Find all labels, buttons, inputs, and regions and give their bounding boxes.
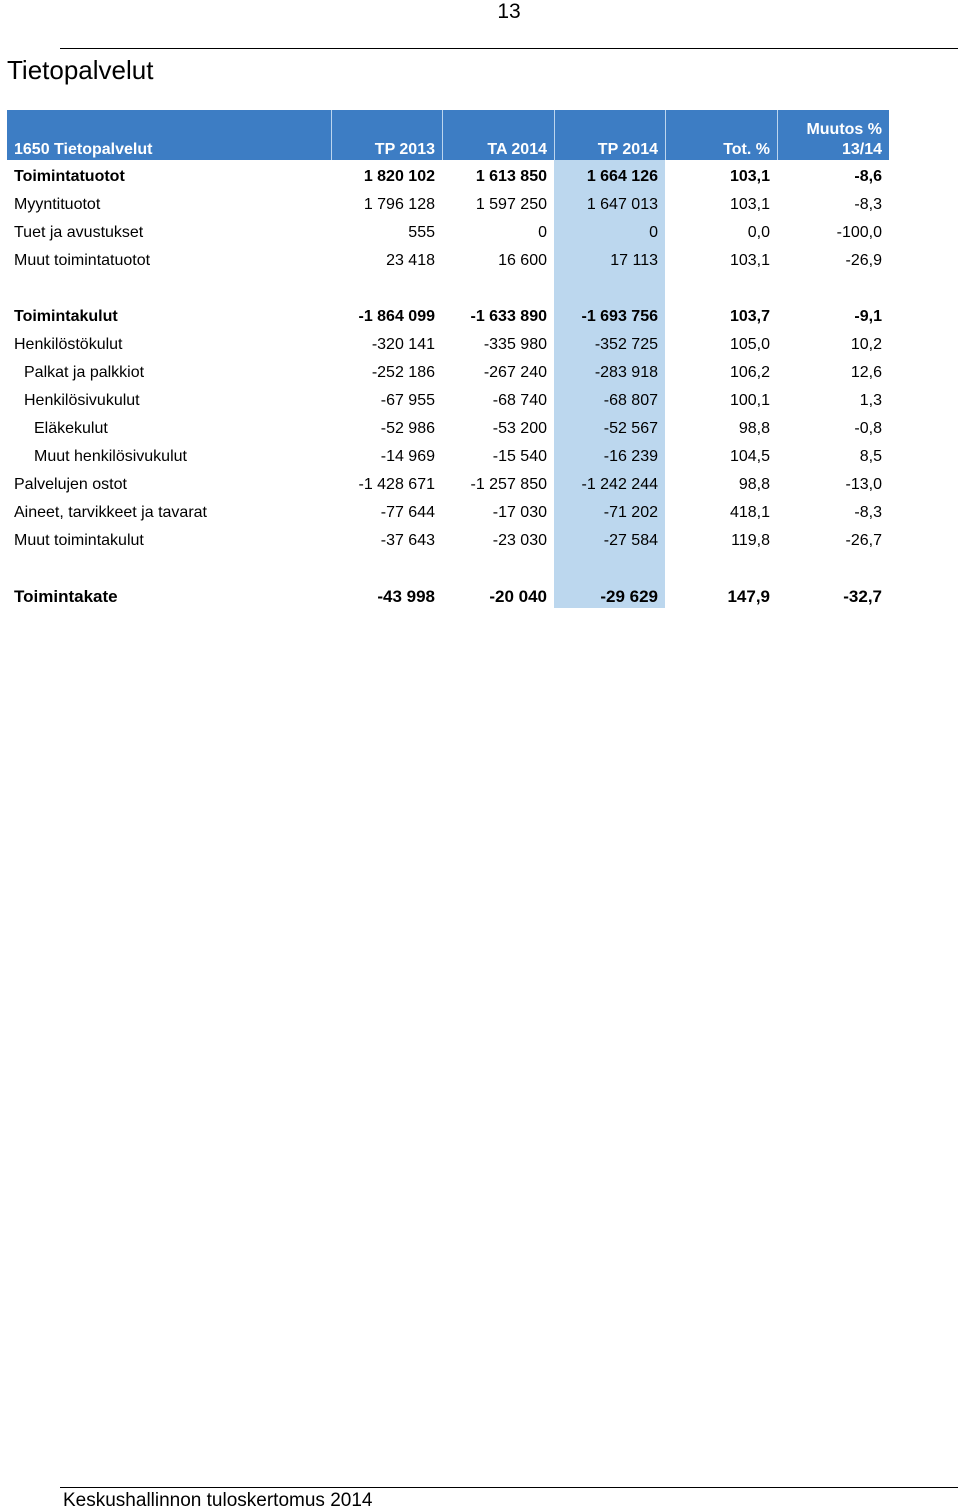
cell-value: -15 540 xyxy=(492,448,547,465)
cell-value: -20 040 xyxy=(489,587,547,606)
cell-value: -68 740 xyxy=(492,392,547,409)
cell-value: 0 xyxy=(649,224,658,241)
table-row xyxy=(7,359,889,387)
cell-value: 8,5 xyxy=(859,448,882,465)
cell-value: 10,2 xyxy=(850,336,882,353)
row-label: Toimintakulut xyxy=(14,308,118,325)
top-rule xyxy=(60,48,958,49)
cell-value: -17 030 xyxy=(492,504,547,521)
financial-table xyxy=(7,110,889,611)
cell-value: -1 864 099 xyxy=(358,308,435,325)
header-tp2014: TP 2014 xyxy=(597,141,658,158)
cell-value: 555 xyxy=(408,224,435,241)
cell-value: -1 633 890 xyxy=(470,308,547,325)
cell-value: -29 629 xyxy=(600,587,658,606)
row-label: Palvelujen ostot xyxy=(14,476,127,493)
cell-value: -9,1 xyxy=(854,308,882,325)
cell-value: 418,1 xyxy=(729,504,770,521)
cell-value: 23 418 xyxy=(386,252,435,269)
cell-value: 103,1 xyxy=(729,168,770,185)
table-row xyxy=(7,247,889,275)
cell-value: 17 113 xyxy=(610,252,658,269)
table-row xyxy=(7,415,889,443)
cell-value: 0,0 xyxy=(747,224,770,241)
table-row-total xyxy=(7,583,889,611)
cell-value: 119,8 xyxy=(731,532,770,549)
cell-value: -0,8 xyxy=(854,420,882,437)
bottom-rule xyxy=(60,1487,958,1488)
cell-value: 1 664 126 xyxy=(586,168,658,185)
header-tot-percent: Tot. % xyxy=(723,141,770,158)
cell-value: -53 200 xyxy=(492,420,547,437)
row-label: Toimintakate xyxy=(14,587,118,606)
cell-value: -32,7 xyxy=(843,587,882,606)
cell-value: 12,6 xyxy=(850,364,882,381)
row-label: Myyntituotot xyxy=(14,196,101,213)
cell-value: -14 969 xyxy=(380,448,435,465)
cell-value: -71 202 xyxy=(603,504,658,521)
cell-value: -26,7 xyxy=(845,532,882,549)
row-label: Muut henkilösivukulut xyxy=(34,448,187,465)
row-label: Eläkekulut xyxy=(34,420,108,437)
table-row xyxy=(7,527,889,555)
cell-value: 103,1 xyxy=(729,196,770,213)
cell-value: 98,8 xyxy=(738,420,770,437)
cell-value: -1 693 756 xyxy=(581,308,658,325)
cell-value: -1 242 244 xyxy=(581,476,658,493)
cell-value: -52 567 xyxy=(603,420,658,437)
cell-value: 1 796 128 xyxy=(363,196,435,213)
spacer-row xyxy=(7,275,889,303)
cell-value: -77 644 xyxy=(380,504,435,521)
cell-value: 104,5 xyxy=(729,448,770,465)
row-label: Henkilöstökulut xyxy=(14,336,123,353)
cell-value: -100,0 xyxy=(836,224,882,241)
row-label: Henkilösivukulut xyxy=(24,392,140,409)
cell-value: 1 647 013 xyxy=(586,196,658,213)
cell-value: -8,3 xyxy=(854,196,882,213)
cell-value: -68 807 xyxy=(603,392,658,409)
table-row xyxy=(7,331,889,359)
cell-value: -283 918 xyxy=(594,364,658,381)
cell-value: -23 030 xyxy=(492,532,547,549)
page-footer: Keskushallinnon tuloskertomus 2014 xyxy=(63,1490,373,1511)
cell-value: -352 725 xyxy=(594,336,658,353)
table-row xyxy=(7,163,889,191)
cell-value: -16 239 xyxy=(603,448,658,465)
cell-value: -8,6 xyxy=(854,168,882,185)
cell-value: 1,3 xyxy=(859,392,882,409)
row-label: Muut toimintakulut xyxy=(14,532,144,549)
table-row xyxy=(7,443,889,471)
cell-value: 1 820 102 xyxy=(363,168,435,185)
cell-value: 105,0 xyxy=(729,336,770,353)
cell-value: 1 597 250 xyxy=(475,196,547,213)
spacer-row xyxy=(7,555,889,583)
page-title: Tietopalvelut xyxy=(7,55,154,85)
cell-value: 0 xyxy=(538,224,547,241)
table-header-row xyxy=(7,110,889,163)
table-row xyxy=(7,219,889,247)
cell-value: 98,8 xyxy=(738,476,770,493)
table-row xyxy=(7,387,889,415)
row-label: Aineet, tarvikkeet ja tavarat xyxy=(14,504,207,521)
row-label: Toimintatuotot xyxy=(14,168,125,185)
row-label: Palkat ja palkkiot xyxy=(24,364,145,381)
header-tp2013: TP 2013 xyxy=(374,141,435,158)
cell-value: -267 240 xyxy=(483,364,547,381)
cell-value: -320 141 xyxy=(371,336,435,353)
cell-value: -252 186 xyxy=(371,364,435,381)
table-row xyxy=(7,191,889,219)
cell-value: -52 986 xyxy=(380,420,435,437)
header-ta2014: TA 2014 xyxy=(487,141,547,158)
cell-value: -335 980 xyxy=(483,336,547,353)
table-row xyxy=(7,303,889,331)
cell-value: -26,9 xyxy=(845,252,882,269)
header-change-percent: Muutos % 13/14 xyxy=(806,121,882,158)
cell-value: -27 584 xyxy=(603,532,658,549)
cell-value: 100,1 xyxy=(729,392,770,409)
row-label: Tuet ja avustukset xyxy=(14,224,144,241)
cell-value: 103,1 xyxy=(729,252,770,269)
cell-value: -8,3 xyxy=(854,504,882,521)
cell-value: 1 613 850 xyxy=(475,168,547,185)
row-label: Muut toimintatuotot xyxy=(14,252,151,269)
cell-value: 147,9 xyxy=(727,587,770,606)
cell-value: -43 998 xyxy=(377,587,435,606)
cell-value: -13,0 xyxy=(845,476,882,493)
header-unit: 1650 Tietopalvelut xyxy=(14,141,153,158)
table-row xyxy=(7,471,889,499)
cell-value: 103,7 xyxy=(729,308,770,325)
cell-value: -1 257 850 xyxy=(470,476,547,493)
cell-value: -1 428 671 xyxy=(358,476,435,493)
cell-value: -37 643 xyxy=(380,532,435,549)
table-row xyxy=(7,499,889,527)
page-number: 13 xyxy=(497,0,521,23)
cell-value: -67 955 xyxy=(380,392,435,409)
cell-value: 106,2 xyxy=(729,364,770,381)
cell-value: 16 600 xyxy=(498,252,547,269)
